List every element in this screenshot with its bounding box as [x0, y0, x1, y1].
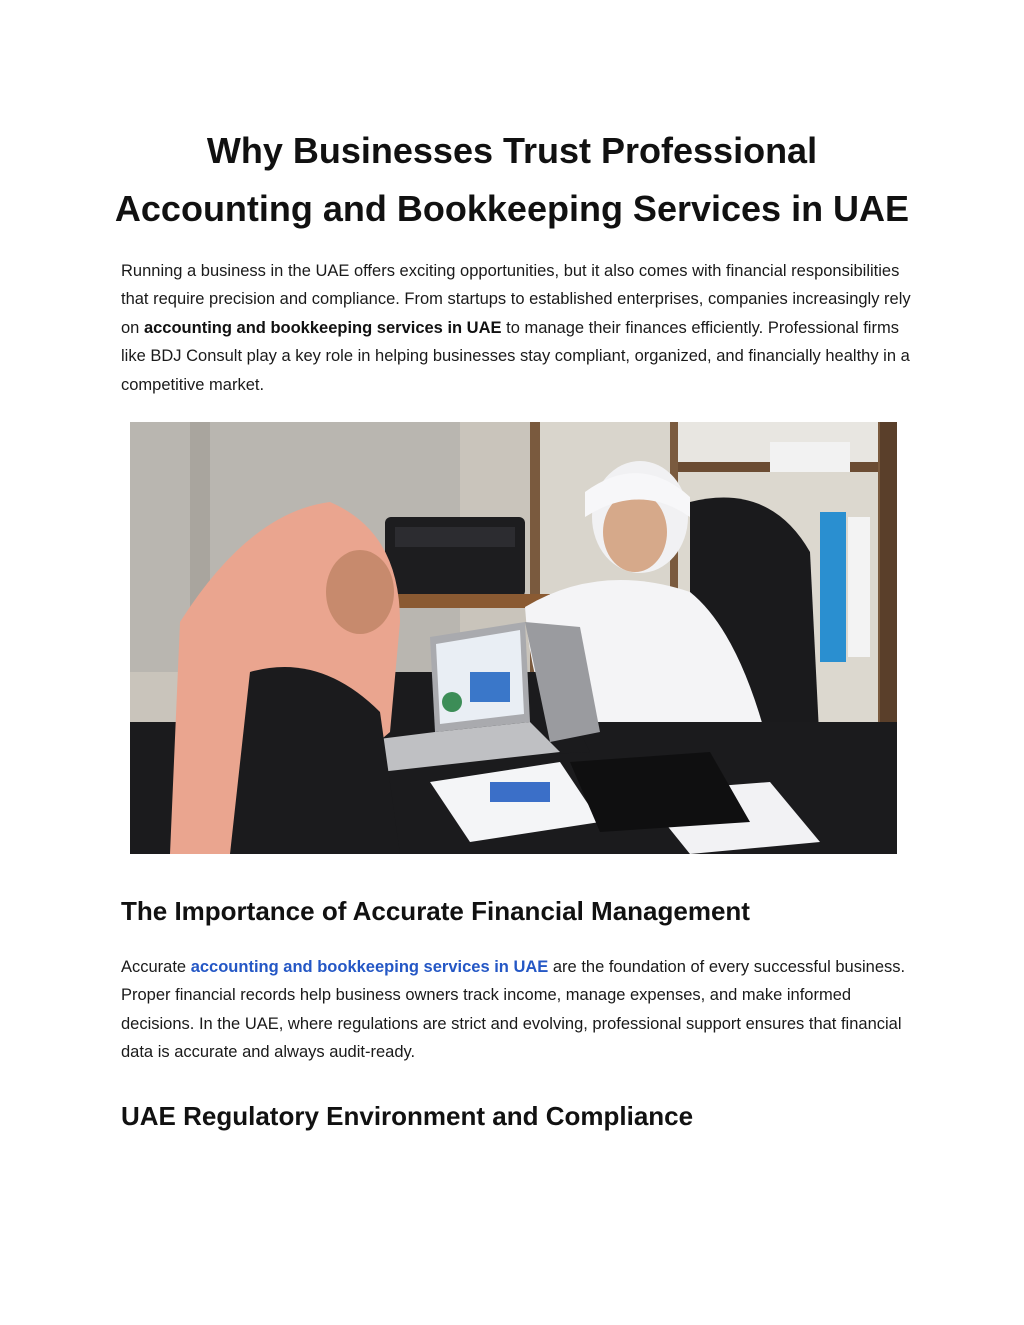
intro-bold-phrase: accounting and bookkeeping services in UAE	[143, 318, 502, 337]
intro-text-1: Running a business in the UAE offers exciting opportunities, but it also comes with financial responsibilities that require precision and compliance. From startups to established enterprises, companies increasingly rely on	[121, 262, 911, 337]
section-heading-importance: The Importance of Accurate Financial Management	[121, 896, 750, 926]
accounting-services-link[interactable]: accounting and bookkeeping services in UAE	[190, 958, 549, 976]
importance-text-2: are the foundation of every successful business. Proper financial records help business owners track income, manage expenses, and make informed decisions. In the UAE, where regulations are strict and evolving, professional support ensures that financial data is accurate and always audit-ready.	[121, 958, 906, 1062]
office-photo	[130, 422, 897, 854]
intro-paragraph	[121, 257, 911, 399]
intro-text-2: to manage their finances efficiently. Professional firms like BDJ Consult play a key role in helping businesses stay compliant, organized, and financially healthy in a competitive market.	[121, 318, 910, 394]
section-heading-regulatory: UAE Regulatory Environment and Compliance	[121, 1101, 694, 1131]
importance-paragraph	[121, 953, 911, 1067]
page-title-line-1: Why Businesses Trust Professional	[206, 130, 818, 171]
page-title	[60, 122, 964, 238]
page-title-line-2: Accounting and Bookkeeping Services in UAE	[114, 188, 910, 229]
importance-text-1: Accurate	[121, 958, 191, 976]
